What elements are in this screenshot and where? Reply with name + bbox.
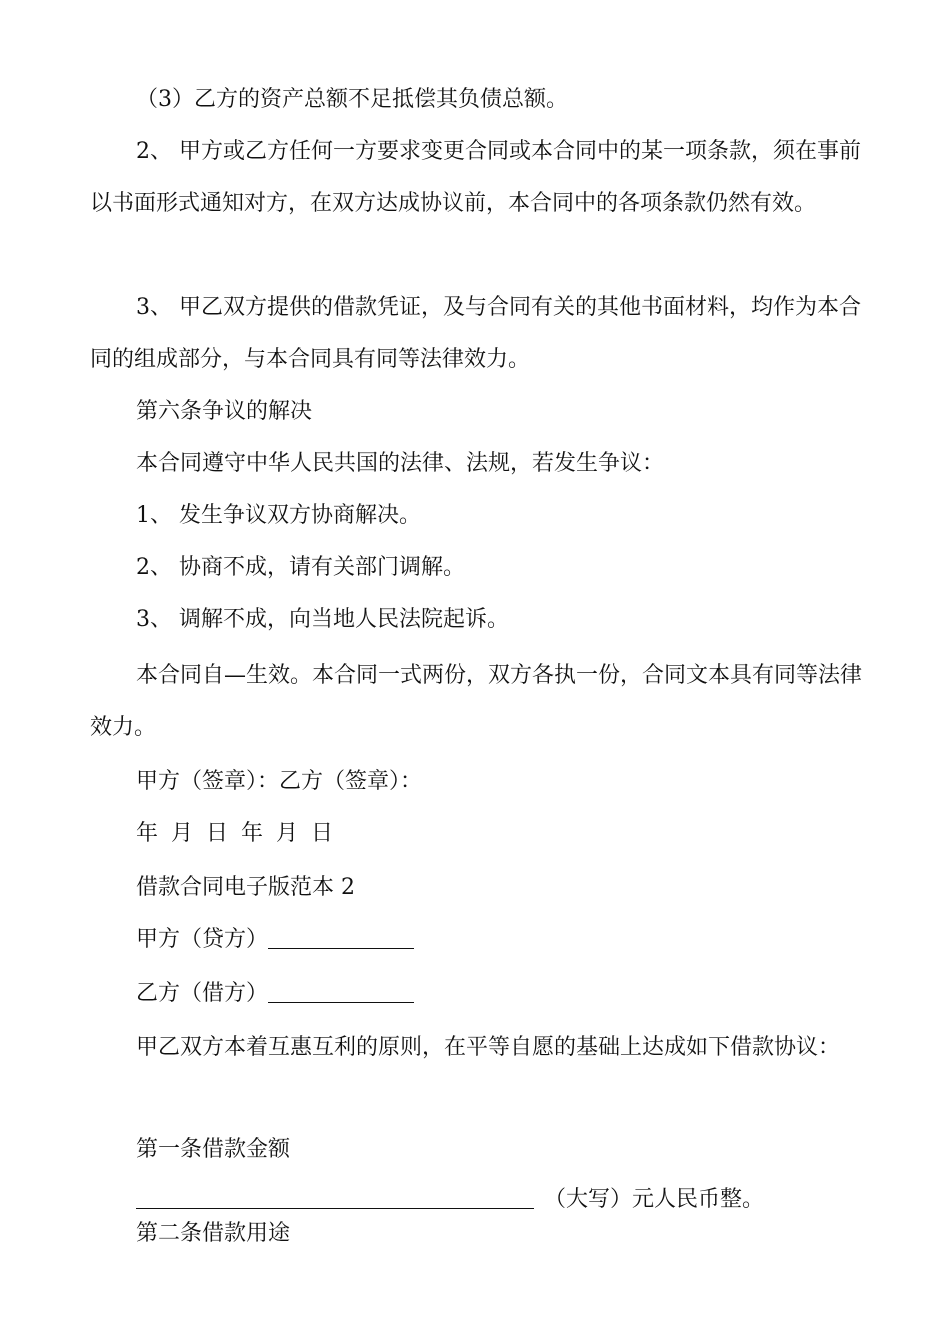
lender-label: 甲方（贷方） (136, 927, 269, 952)
borrower-line (90, 968, 865, 1020)
amount-suffix: （大写）元人民币整。 (544, 1187, 765, 1212)
contract-template-title: 借款合同电子版范本 2 (136, 875, 355, 900)
article-6-title: 第六条争议的解决 (136, 399, 313, 424)
borrower-label: 乙方（借方） (136, 981, 269, 1006)
agreement-intro: 甲乙双方本着互惠互利的原则，在平等自愿的基础上达成如下借款协议： (136, 1035, 841, 1060)
date-line: 年 月 日 年 月 日 (136, 821, 333, 846)
lender-name-blank[interactable] (268, 926, 414, 949)
borrower-name-blank[interactable] (268, 980, 414, 1003)
paragraph-loan-vouchers: 3、 甲乙双方提供的借款凭证，及与合同有关的其他书面材料，均作为本合同的组成部分，与本合同具有同等法律效力。 (90, 295, 861, 372)
paragraph-dispute-3: 3、 调解不成，向当地人民法院起诉。 (136, 607, 509, 632)
paragraph-governing-law: 本合同遵守中华人民共国的法律、法规，若发生争议： (136, 451, 665, 476)
paragraph-dispute-2: 2、 协商不成，请有关部门调解。 (136, 555, 465, 580)
paragraph-dispute-1: 1、 发生争议双方协商解决。 (136, 503, 421, 528)
amount-blank[interactable] (136, 1186, 534, 1209)
lender-line (90, 914, 865, 966)
paragraph-change-terms: 2、 甲方或乙方任何一方要求变更合同或本合同中的某一项条款，须在事前以书面形式通知对方，在双方达成协议前，本合同中的各项条款仍然有效。 (90, 139, 861, 216)
article-2-title: 第二条借款用途 (136, 1221, 291, 1246)
paragraph-effectiveness: 本合同自—生效。本合同一式两份，双方各执一份，合同文本具有同等法律效力。 (90, 663, 863, 740)
paragraph-clause-3: （3）乙方的资产总额不足抵偿其负债总额。 (136, 87, 568, 112)
article-1-title: 第一条借款金额 (136, 1137, 291, 1162)
signature-line: 甲方（签章）：乙方（签章）： (136, 769, 423, 794)
